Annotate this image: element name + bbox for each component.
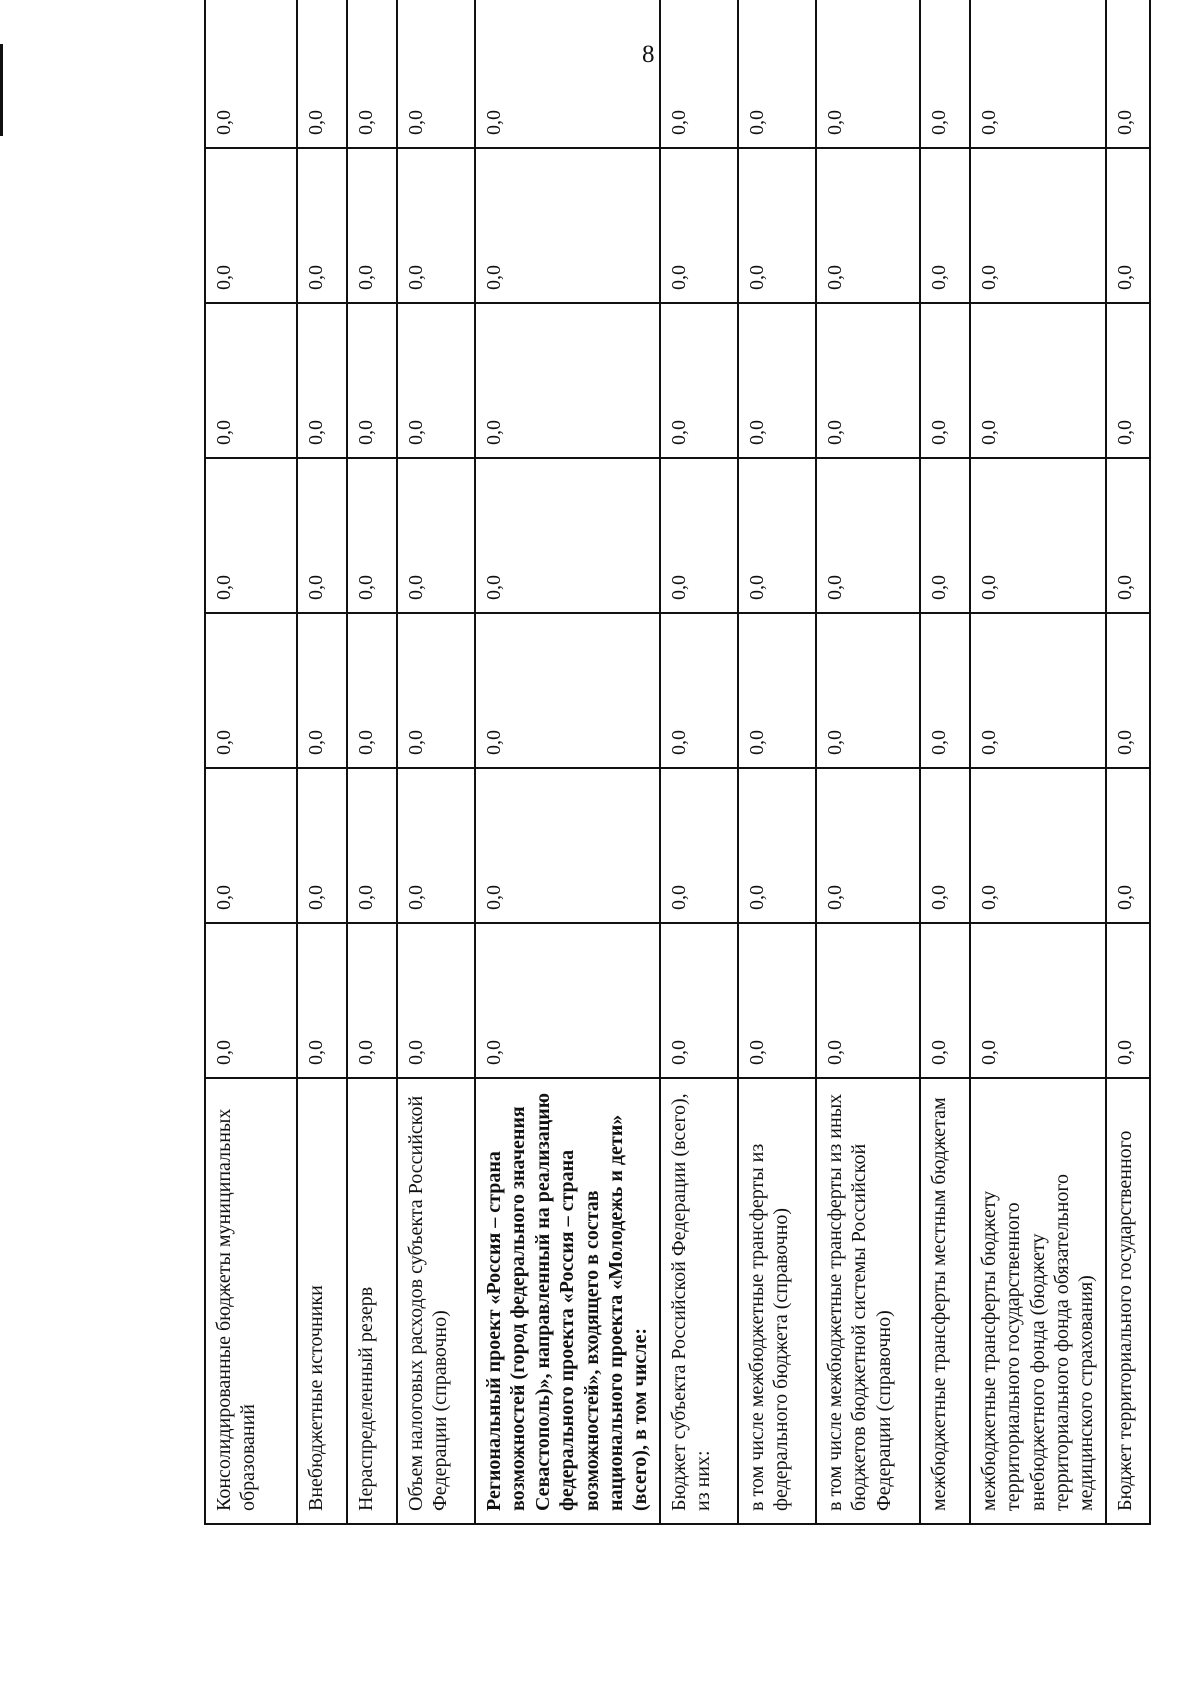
- value-cell: 0,0: [397, 0, 475, 148]
- table-row: [475, 0, 660, 1524]
- value-cell: 0,0: [475, 923, 660, 1078]
- value-cell: 0,0: [347, 458, 397, 613]
- value-cell: 0,0: [738, 458, 816, 613]
- row-label: межбюджетные трансферты бюджету территориального государственного внебюджетного фонда (бюджету территориального фонда обязательного медицинского страхования): [970, 1078, 1106, 1524]
- table-row: [970, 0, 1106, 1524]
- table-row: [397, 0, 475, 1524]
- value-cell: 0,0: [816, 613, 920, 768]
- value-cell: 0,0: [475, 458, 660, 613]
- value-cell: 0,0: [297, 613, 347, 768]
- value-cell: 0,0: [297, 458, 347, 613]
- value-cell: 0,0: [660, 613, 738, 768]
- row-label: в том числе межбюджетные трансферты из иных бюджетов бюджетной системы Российской Федерации (справочно): [816, 1078, 920, 1524]
- value-cell: 0,0: [738, 768, 816, 923]
- value-cell: 0,0: [920, 613, 970, 768]
- value-cell: 0,0: [738, 0, 816, 148]
- value-cell: 0,0: [347, 613, 397, 768]
- value-cell: 0,0: [738, 148, 816, 303]
- value-cell: 0,0: [738, 303, 816, 458]
- value-cell: 0,0: [660, 923, 738, 1078]
- value-cell: 0,0: [660, 458, 738, 613]
- table-row: [347, 0, 397, 1524]
- value-cell: 0,0: [475, 303, 660, 458]
- value-cell: 0,0: [1106, 303, 1150, 458]
- scan-edge-mark: [0, 44, 3, 136]
- value-cell: 0,0: [205, 458, 297, 613]
- value-cell: 0,0: [397, 613, 475, 768]
- value-cell: 0,0: [347, 768, 397, 923]
- value-cell: 0,0: [970, 458, 1106, 613]
- budget-table-body: [205, 0, 1150, 1524]
- row-label: Бюджет территориального государственного: [1106, 1078, 1150, 1524]
- value-cell: 0,0: [970, 768, 1106, 923]
- value-cell: 0,0: [920, 0, 970, 148]
- value-cell: 0,0: [205, 148, 297, 303]
- value-cell: 0,0: [920, 148, 970, 303]
- value-cell: 0,0: [397, 768, 475, 923]
- value-cell: 0,0: [205, 923, 297, 1078]
- value-cell: 0,0: [660, 768, 738, 923]
- value-cell: 0,0: [347, 148, 397, 303]
- value-cell: 0,0: [475, 0, 660, 148]
- value-cell: 0,0: [397, 303, 475, 458]
- table-row: [660, 0, 738, 1524]
- value-cell: 0,0: [297, 923, 347, 1078]
- value-cell: 0,0: [970, 303, 1106, 458]
- value-cell: 0,0: [205, 303, 297, 458]
- value-cell: 0,0: [297, 303, 347, 458]
- budget-table: [204, 0, 1151, 1525]
- value-cell: 0,0: [970, 613, 1106, 768]
- value-cell: 0,0: [816, 0, 920, 148]
- value-cell: 0,0: [816, 303, 920, 458]
- value-cell: 0,0: [738, 613, 816, 768]
- value-cell: 0,0: [397, 923, 475, 1078]
- value-cell: 0,0: [1106, 923, 1150, 1078]
- value-cell: 0,0: [660, 303, 738, 458]
- value-cell: 0,0: [816, 148, 920, 303]
- value-cell: 0,0: [297, 148, 347, 303]
- table-row: [205, 0, 297, 1524]
- value-cell: 0,0: [347, 303, 397, 458]
- value-cell: 0,0: [970, 923, 1106, 1078]
- value-cell: 0,0: [816, 923, 920, 1078]
- value-cell: 0,0: [205, 768, 297, 923]
- value-cell: 0,0: [1106, 768, 1150, 923]
- value-cell: 0,0: [920, 923, 970, 1078]
- value-cell: 0,0: [660, 148, 738, 303]
- row-label: Нераспределенный резерв: [347, 1078, 397, 1524]
- value-cell: 0,0: [297, 0, 347, 148]
- value-cell: 0,0: [347, 923, 397, 1078]
- value-cell: 0,0: [970, 148, 1106, 303]
- value-cell: 0,0: [205, 613, 297, 768]
- row-label: Бюджет субъекта Российской Федерации (всего), из них:: [660, 1078, 738, 1524]
- value-cell: 0,0: [920, 303, 970, 458]
- value-cell: 0,0: [475, 613, 660, 768]
- value-cell: 0,0: [816, 768, 920, 923]
- value-cell: 0,0: [970, 0, 1106, 148]
- table-row: [816, 0, 920, 1524]
- table-row: [1106, 0, 1150, 1524]
- value-cell: 0,0: [475, 148, 660, 303]
- value-cell: 0,0: [397, 148, 475, 303]
- value-cell: 0,0: [816, 458, 920, 613]
- row-label: Региональный проект «Россия – страна возможностей (город федерального значения Севастополь)», направленный на реализацию федерального проекта «Россия – страна возможностей», входящего в состав национального проекта «Молодежь и дети» (всего), в том числе:: [475, 1078, 660, 1524]
- value-cell: 0,0: [1106, 0, 1150, 148]
- table-row: [738, 0, 816, 1524]
- value-cell: 0,0: [738, 923, 816, 1078]
- value-cell: 0,0: [920, 458, 970, 613]
- value-cell: 0,0: [205, 0, 297, 148]
- table-row: [297, 0, 347, 1524]
- value-cell: 0,0: [475, 768, 660, 923]
- value-cell: 0,0: [1106, 148, 1150, 303]
- row-label: Консолидированные бюджеты муниципальных образований: [205, 1078, 297, 1524]
- page-number: 8: [642, 41, 655, 68]
- value-cell: 0,0: [920, 768, 970, 923]
- row-label: Объем налоговых расходов субъекта Российской Федерации (справочно): [397, 1078, 475, 1524]
- row-label: в том числе межбюджетные трансферты из федерального бюджета (справочно): [738, 1078, 816, 1524]
- value-cell: 0,0: [397, 458, 475, 613]
- value-cell: 0,0: [660, 0, 738, 148]
- table-row: [920, 0, 970, 1524]
- rotated-table-wrapper: [204, 75, 1136, 1525]
- value-cell: 0,0: [1106, 458, 1150, 613]
- row-label: Внебюджетные источники: [297, 1078, 347, 1524]
- value-cell: 0,0: [297, 768, 347, 923]
- value-cell: 0,0: [1106, 613, 1150, 768]
- row-label: межбюджетные трансферты местным бюджетам: [920, 1078, 970, 1524]
- value-cell: 0,0: [347, 0, 397, 148]
